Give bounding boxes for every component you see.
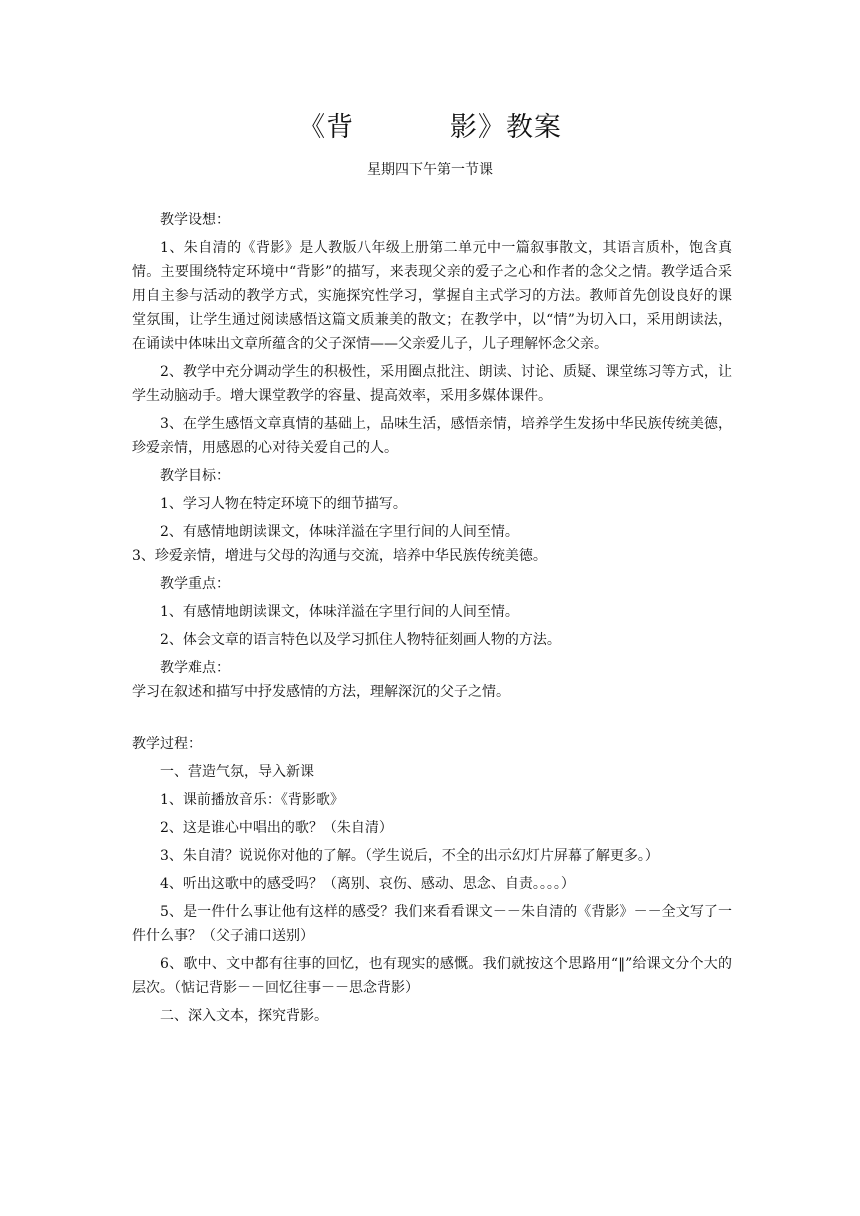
process-part-2: 二、深入文本，探究背影。 bbox=[160, 1008, 328, 1024]
difficulty-item-1: 学习在叙述和描写中抒发感情的方法，理解深沉的父子之情。 bbox=[132, 684, 510, 700]
key-heading: 教学重点： bbox=[160, 576, 230, 592]
design-paragraph-2: 2、教学中充分调动学生的积极性，采用圈点批注、朗读、讨论、质疑、课堂练习等方式，让学生动脑动手。增大课堂教学的容量、提高效率，采用多媒体课件。 bbox=[132, 364, 732, 404]
goal-item-2: 2、有感情地朗读课文，体味洋溢在字里行间的人间至情。 bbox=[160, 524, 519, 540]
key-item-2: 2、体会文章的语言特色以及学习抓住人物特征刻画人物的方法。 bbox=[160, 632, 561, 648]
document-title: 《背 影》教案 bbox=[298, 112, 562, 143]
process-item-5: 5、是一件什么事让他有这样的感受？我们来看看课文－－朱自清的《背影》－－全文写了一件什么事？（父子浦口送别） bbox=[132, 904, 732, 944]
document-body bbox=[132, 208, 732, 1032]
document-subtitle: 星期四下午第一节课 bbox=[367, 162, 493, 178]
process-item-6: 6、歌中、文中都有往事的回忆，也有现实的感慨。我们就按这个思路用“‖”给课文分个大的层次。（惦记背影－－回忆往事－－思念背影） bbox=[132, 956, 732, 996]
design-paragraph-3: 3、在学生感悟文章真情的基础上，品味生活，感悟亲情，培养学生发扬中华民族传统美德，珍爱亲情，用感恩的心对待关爱自己的人。 bbox=[132, 416, 732, 456]
design-paragraph-1: 1、朱自清的《背影》是人教版八年级上册第二单元中一篇叙事散文，其语言质朴，饱含真情。主要围绕特定环境中“背影”的描写，来表现父亲的爱子之心和作者的念父之情。教学适合采用自主参与活动的教学方式，实施探究性学习，掌握自主式学习的方法。教师首先创设良好的课堂氛围，让学生通过阅读感悟这篇文质兼美的散文；在教学中，以“情”为切入口，采用朗读法，在诵读中体味出文章所蕴含的父子深情——父亲爱儿子，儿子理解怀念父亲。 bbox=[132, 240, 732, 352]
difficulty-heading: 教学难点： bbox=[160, 660, 230, 676]
process-part-1: 一、营造气氛，导入新课 bbox=[160, 764, 314, 780]
process-item-4: 4、听出这歌中的感受吗？（离别、哀伤、感动、思念、自责。。。。） bbox=[160, 876, 575, 892]
design-heading: 教学设想： bbox=[160, 212, 230, 228]
goal-item-1: 1、学习人物在特定环境下的细节描写。 bbox=[160, 496, 407, 512]
goals-heading: 教学目标： bbox=[160, 468, 230, 484]
goal-item-3: 3、珍爱亲情，增进与父母的沟通与交流，培养中华民族传统美德。 bbox=[132, 548, 547, 564]
process-item-3: 3、朱自清？说说你对他的了解。（学生说后，不全的出示幻灯片屏幕了解更多。） bbox=[160, 848, 659, 864]
process-heading: 教学过程： bbox=[132, 736, 202, 752]
process-item-1: 1、课前播放音乐：《背影歌》 bbox=[160, 792, 344, 808]
process-item-2: 2、这是谁心中唱出的歌？（朱自清） bbox=[160, 820, 393, 836]
section-gap bbox=[132, 708, 732, 732]
key-item-1: 1、有感情地朗读课文，体味洋溢在字里行间的人间至情。 bbox=[160, 604, 519, 620]
